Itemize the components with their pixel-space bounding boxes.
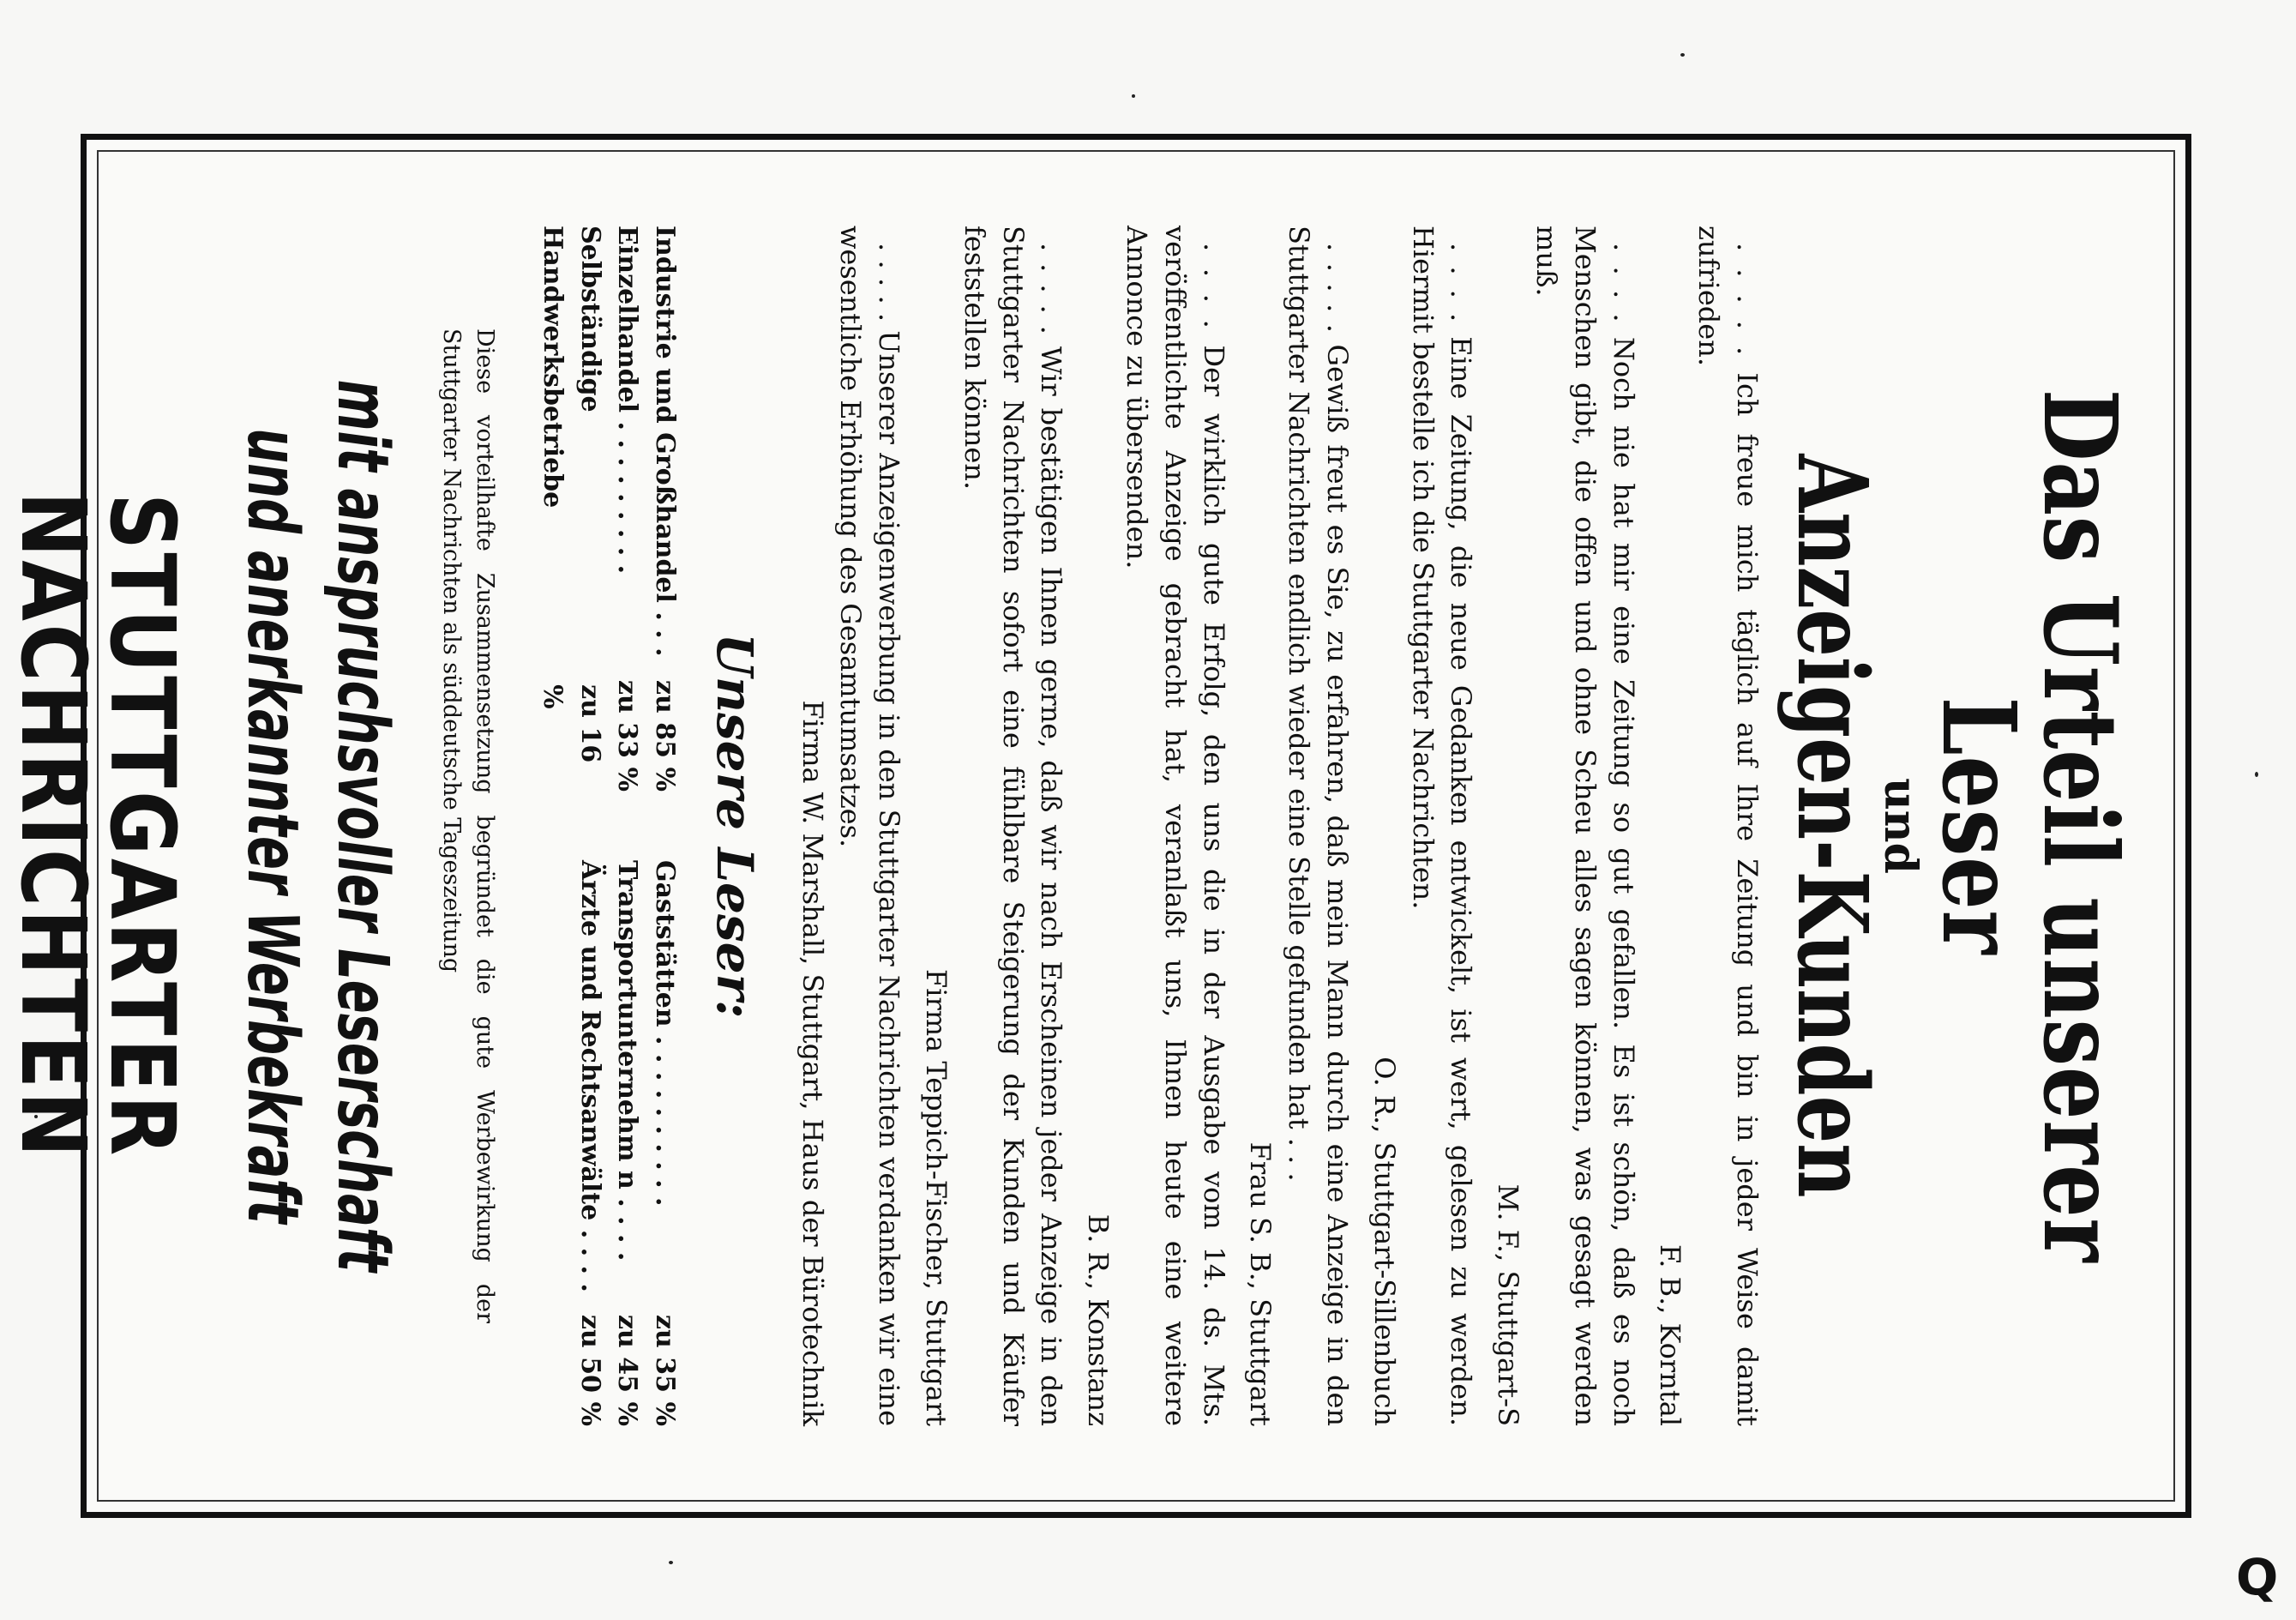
testimonial-text: . . . . . Ich freue mich täglich auf Ihre Zeitung und bin in jeder Weise damit zufrieden. bbox=[1692, 226, 1764, 1426]
testimonial-text: . . . . . Wir bestätigen Ihnen gerne, daß wir nach Erscheinen jeder Anzeige in den Stuttgarter Nachrichten sofort eine fühlbare Steigerung der Kunden und Käufer feststellen können. bbox=[958, 226, 1068, 1426]
corner-mark: Q bbox=[2236, 1548, 2279, 1606]
testimonial-author: O. R., Stuttgart-Sillenbuch bbox=[1367, 1057, 1401, 1426]
testimonial-author: Frau S. B., Stuttgart bbox=[1244, 1141, 1277, 1426]
readers-heading: Unsere Leser: bbox=[705, 633, 764, 1019]
slogan-line-1: mit anspruchsvoller Leserschaft bbox=[321, 379, 403, 1273]
stat-row bbox=[609, 860, 646, 1426]
stat-row bbox=[534, 226, 609, 792]
stat-value: zu 85 % bbox=[649, 680, 680, 792]
stat-row bbox=[571, 860, 609, 1426]
testimonial-text: . . . . Der wirklich gute Erfolg, den uns die in der Ausgabe vom 14. ds. Mts. veröffentlichte Anzeige gebracht hat, veranlaßt uns, Ihnen heute eine weitere Annonce zu übersenden. bbox=[1121, 226, 1230, 1426]
stats-column-right bbox=[534, 860, 683, 1426]
headline: Das Urteil unserer Leser bbox=[1920, 388, 2140, 1263]
scan-speck bbox=[1132, 94, 1135, 98]
stat-value: zu 33 % bbox=[612, 680, 643, 792]
stat-label: Einzelhandel . . . . . . . . . bbox=[612, 226, 643, 575]
testimonial-author: B. R., Konstanz bbox=[1082, 1213, 1115, 1426]
newspaper-name: STUTTGARTER NACHRICHTEN bbox=[1, 491, 195, 1160]
stat-label: Gaststätten . . . . . . . . . . bbox=[649, 860, 680, 1207]
testimonial-author: Firma Teppich-Fischer, Stuttgart bbox=[920, 969, 953, 1426]
stat-label: Selbständige Handwerksbetriebe bbox=[538, 226, 605, 509]
testimonial-text: . . . . Noch nie hat mir eine Zeitung so gut gefallen. Es ist schön, daß es noch Menschen gibt, die offen und ohne Scheu alles sagen können, was gesagt werden muß. bbox=[1530, 226, 1640, 1426]
stat-value: zu 50 % bbox=[574, 1315, 605, 1426]
testimonial bbox=[917, 226, 1070, 1426]
testimonial-author: F. B., Korntal bbox=[1654, 1244, 1687, 1426]
testimonial bbox=[1079, 226, 1232, 1426]
testimonial bbox=[793, 226, 908, 1426]
testimonial-author: Firma W. Marshall, Stuttgart, Haus der Bürotechnik bbox=[796, 700, 829, 1426]
slogan-line-2: und anerkannter Werbekraft bbox=[231, 428, 314, 1224]
stat-value: zu 45 % bbox=[612, 1315, 643, 1426]
scan-speck bbox=[669, 1561, 673, 1564]
stat-value: zu 35 % bbox=[649, 1315, 680, 1426]
stat-value: zu 16 % bbox=[538, 684, 605, 763]
stats-column-left bbox=[534, 226, 683, 792]
stat-label: Ärzte und Rechtsanwälte . . . . bbox=[574, 860, 605, 1292]
stat-row bbox=[646, 860, 683, 1426]
testimonial-text: . . . . . Gewiß freut es Sie, zu erfahren, daß mein Mann durch eine Anzeige in den Stuttgarter Nachrichten endlich wieder eine Stelle gefunden hat . . . bbox=[1283, 226, 1355, 1426]
scan-speck bbox=[1680, 53, 1685, 57]
testimonials bbox=[793, 226, 1766, 1426]
reader-statistics bbox=[534, 226, 683, 1426]
testimonial-text: . . . . Eine Zeitung, die neue Gedanken entwickelt, ist wert, gelesen zu werden. Hiermit bestelle ich die Stuttgarter Nachrichten. bbox=[1406, 226, 1478, 1426]
advertisement-content bbox=[1, 157, 2165, 1495]
testimonial-author: M. F., Stuttgart-S bbox=[1492, 1183, 1525, 1426]
testimonial bbox=[1488, 226, 1642, 1426]
stat-row bbox=[646, 226, 683, 792]
testimonial bbox=[1241, 226, 1356, 1426]
summary-text: Diese vorteilhafte Zusammensetzung begründet die gute Werbewirkung der Stuttgarter Nachrichten als süddeutsche Tageszeitung bbox=[437, 328, 498, 1323]
testimonial bbox=[1365, 226, 1480, 1426]
stat-row bbox=[609, 226, 646, 792]
headline-subtitle: Anzeigen-Kunden bbox=[1776, 454, 1888, 1198]
advertisement-frame bbox=[1, 134, 2191, 1518]
stat-label: Industrie und Großhandel . . . bbox=[649, 226, 680, 657]
headline-connector: und bbox=[1874, 778, 1926, 874]
testimonial-text: . . . . . Unserer Anzeigenwerbung in den Stuttgarter Nachrichten verdanken wir eine wesentliche Erhöhung des Gesamtumsatzes. bbox=[834, 226, 906, 1426]
testimonial bbox=[1651, 226, 1766, 1426]
scan-speck bbox=[2255, 772, 2258, 777]
stat-label: Transportunternehm n . . . . bbox=[612, 860, 643, 1262]
